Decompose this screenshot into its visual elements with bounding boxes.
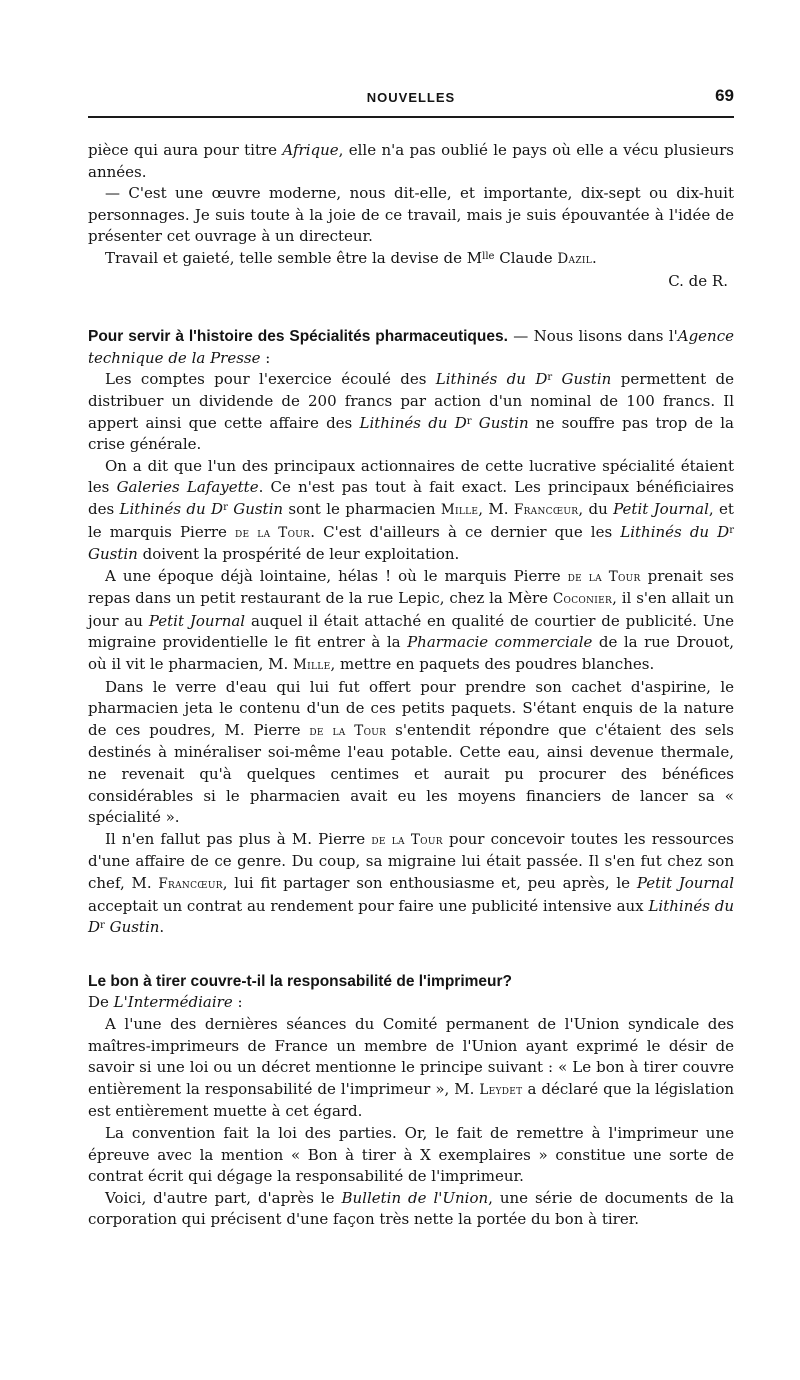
- paragraph: La convention fait la loi des parties. Or, le fait de remettre à l'imprimeur une épreuve avec la mention « Bon à tirer à X exemplaires » constitue une sorte de contrat écrit qui dégage la responsabilité de l'imprimeur.: [88, 1123, 734, 1186]
- paragraph: Les comptes pour l'exercice écoulé des Lithinés du $D^r$ Gustin permettent de distribuer un dividende de 200 francs par action d'un nominal de 100 francs. Il appert ainsi que cette affaire des Lithinés du $D^r$ Gustin ne souffre pas trop de la crise générale.: [88, 370, 734, 454]
- page-header: [88, 86, 734, 120]
- page-body: [88, 140, 734, 1231]
- header-rule: [88, 116, 734, 118]
- section-title: Le bon à tirer couvre-t-il la responsabilité de l'imprimeur?: [88, 972, 513, 990]
- paragraph: Travail et gaieté, telle semble être la devise de $M^{lle}$ Claude Dazil.: [105, 248, 597, 267]
- running-head: NOUVELLES: [366, 90, 456, 105]
- source-line: De L'Intermédiaire :: [88, 993, 243, 1012]
- paragraph: A l'une des dernières séances du Comité permanent de l'Union syndicale des maîtres-imprimeurs de France un membre de l'Union ayant exprimé le désir de savoir si une loi ou un décret mentionne le principe suivant : « Le bon à tirer couvre entièrement la responsabilité de l'imprimeur », M. Leydet a déclaré que la législation est entièrement muette à cet égard.: [88, 1014, 735, 1121]
- signature: C. de R.: [668, 271, 728, 290]
- paragraph: On a dit que l'un des principaux actionnaires de cette lucrative spécialité étaient les Galeries Lafayette. Ce n'est pas tout à fait exact. Les principaux bénéficiaires des Lithinés du $D^r$ Gustin sont le pharmacien Mille, M. Francœur, du Petit Journal, et le marquis Pierre de la Tour. C'est d'ailleurs à ce dernier que les Lithinés du $D^r$ Gustin doivent la prospérité de leur exploitation.: [88, 456, 734, 564]
- page-number: 69: [715, 86, 734, 105]
- section-heading-paragraph: Pour servir à l'histoire des Spécialités pharmaceutiques. — Nous lisons dans l'Agence technique de la Presse :: [88, 327, 734, 367]
- paragraph: Dans le verre d'eau qui lui fut offert pour prendre son cachet d'aspirine, le pharmacien jeta le contenu d'un de ces petits paquets. S'étant enquis de la nature de ces poudres, M. Pierre de la Tour s'entendit répondre que c'étaient des sels destinés à minéraliser soi-même l'eau potable. Cette eau, ainsi devenue thermale, ne revenait qu'à quelques centimes et aurait pu procurer des bénéfices considérables si le pharmacien avait eu les moyens financiers de lancer sa « spécialité ».: [88, 677, 734, 827]
- paragraph: — C'est une œuvre moderne, nous dit-elle, et importante, dix-sept ou dix-huit personnages. Je suis toute à la joie de ce travail, mais je suis épouvantée à l'idée de présenter cet ouvrage à un directeur.: [88, 184, 734, 246]
- paragraph: A une époque déjà lointaine, hélas ! où le marquis Pierre de la Tour prenait ses repas dans un petit restaurant de la rue Lepic, chez la Mère Coconier, il s'en allait un jour au Petit Journal auquel il était attaché en qualité de courtier de publicité. Une migraine providentielle le fit entrer à la Pharmacie commerciale de la rue Drouot, où il vit le pharmacien, M. Mille, mettre en paquets des poudres blanches.: [88, 566, 735, 674]
- section-title: Pour servir à l'histoire des Spécialités pharmaceutiques.: [88, 328, 508, 346]
- paragraph: pièce qui aura pour titre Afrique, elle n'a pas oublié le pays où elle a vécu plusieurs années.: [88, 141, 734, 181]
- paragraph: Il n'en fallut pas plus à M. Pierre de la Tour pour concevoir toutes les ressources d'une affaire de ce genre. Du coup, sa migraine lui était passée. Il s'en fut chez son chef, M. Francœur, lui fit partager son enthousiasme et, peu après, le Petit Journal acceptait un contrat au rendement pour faire une publicité intensive aux Lithinés du $D^r$ Gustin.: [88, 829, 734, 937]
- paragraph: Voici, d'autre part, d'après le Bulletin de l'Union, une série de documents de la corporation qui précisent d'une façon très nette la portée du bon à tirer.: [88, 1188, 734, 1229]
